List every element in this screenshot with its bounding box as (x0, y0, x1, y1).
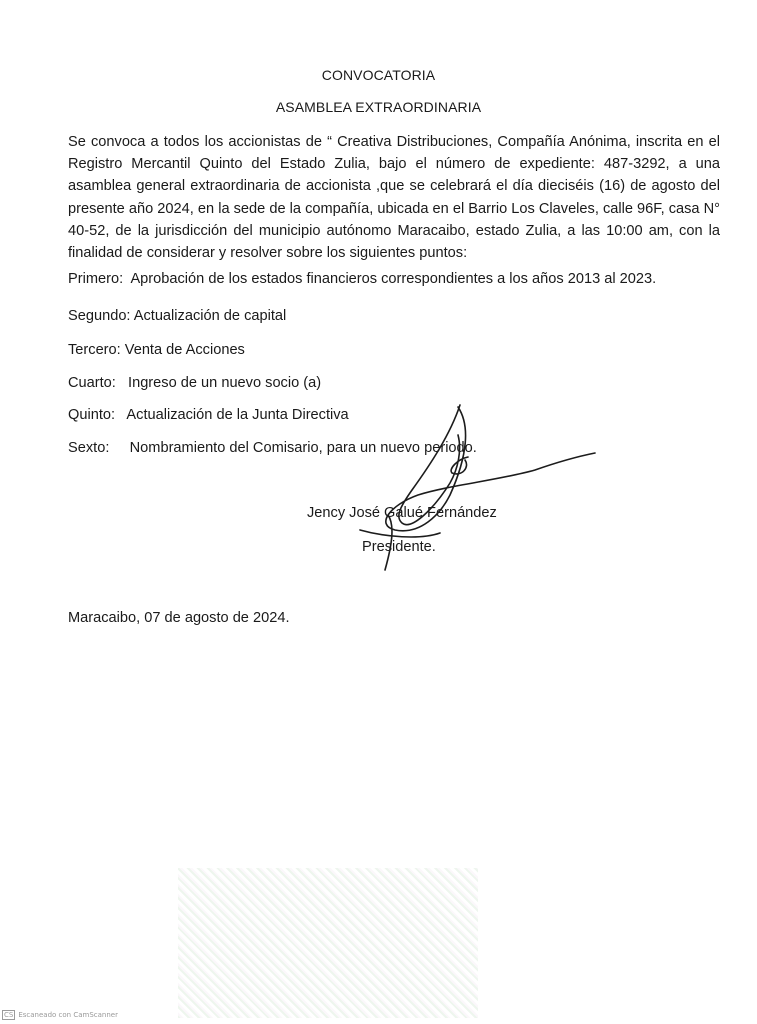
intro-paragraph: Se convoca a todos los accionistas de “ Creativa Distribuciones, Compañía Anónima, inscrita en el Registro Mercantil Quinto del Estado Zulia, bajo el número de expediente: 487-3292, a una asamblea general extraordinaria de accionista ,que se celebrará el día dieciséis (16) de agosto del presente año 2024, en la sede de la compañía, ubicada en el Barrio Los Claveles, calle 96F, casa N° 40-52, de la jurisdicción del municipio autónomo Maracaibo, estado Zulia, a las 10:00 am, con la finalidad de considerar y resolver sobre los siguientes puntos: (68, 134, 720, 262)
signer-role: Presidente. (362, 539, 436, 555)
scan-noise (178, 868, 478, 1018)
signer-name: Jency José Galué Fernández (307, 505, 497, 521)
camscanner-icon: CS (4, 1011, 14, 1019)
document-title: CONVOCATORIA (321, 67, 436, 83)
agenda-item-2: Segundo: Actualización de capital (68, 308, 287, 324)
place-and-date: Maracaibo, 07 de agosto de 2024. (68, 610, 290, 626)
agenda-item-3: Tercero: Venta de Acciones (68, 342, 245, 358)
agenda-item-5: Quinto: Actualización de la Junta Directiva (68, 407, 349, 423)
scanner-watermark (2, 1010, 118, 1020)
document-subtitle: ASAMBLEA EXTRAORDINARIA (275, 99, 482, 115)
agenda-item-1: Primero: Aprobación de los estados financieros correspondientes a los años 2013 al 2023. (68, 271, 657, 287)
agenda-item-6: Sexto: Nombramiento del Comisario, para un nuevo periodo. (68, 440, 477, 456)
scanner-watermark-text: Escaneado con CamScanner (18, 1011, 118, 1019)
agenda-item-4: Cuarto: Ingreso de un nuevo socio (a) (68, 375, 322, 391)
